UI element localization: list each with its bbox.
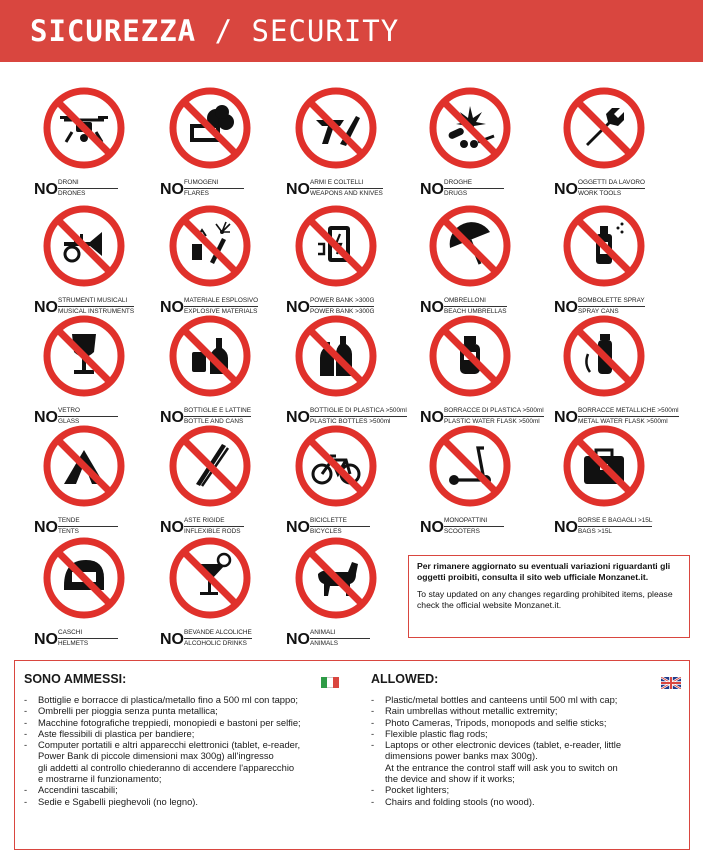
item-label-italian: TENDE: [58, 517, 118, 527]
item-caption: [540, 174, 680, 198]
allowed-item: - Laptops or other electronic devices (tablet, e-reader, little: [371, 739, 671, 750]
no-label: NO: [286, 181, 310, 198]
plastic-bottles-icon: [294, 314, 378, 398]
allowed-item: - Bottiglie e borracce di plastica/metallo fino a 500 ml con tappo;: [24, 694, 354, 705]
item-caption: [272, 624, 412, 648]
allowed-item: - Flexible plastic flag rods;: [371, 728, 671, 739]
item-label-italian: BORRACCE DI PLASTICA >500ml: [444, 407, 544, 417]
item-label-italian: OMBRELLONI: [444, 297, 507, 307]
knife-icon: [294, 86, 378, 170]
item-label-english: ANIMALS: [310, 640, 339, 647]
item-label-italian: VETRO: [58, 407, 118, 417]
allowed-item: - Pocket lighters;: [371, 784, 671, 795]
notice-italian: Per rimanere aggiornato su eventuali variazioni riguardanti gli oggetti proibiti, consulta il sito web ufficiale Monzanet.it.: [417, 561, 671, 582]
item-label-english: HELMETS: [58, 640, 89, 647]
allowed-item: e mostrarne il funzionamento;: [38, 773, 162, 785]
no-label: NO: [554, 299, 578, 316]
notice-english: To stay updated on any changes regarding prohibited items, please check the official website Monzanet.it.: [417, 589, 673, 610]
item-caption: [20, 402, 160, 426]
prohibited-item: [146, 314, 286, 426]
prohibited-item: [146, 424, 286, 536]
item-label-italian: BOMBOLETTE SPRAY: [578, 297, 645, 307]
spray-can-icon: [562, 204, 646, 288]
update-notice: [408, 555, 690, 638]
prohibited-item: [272, 86, 412, 198]
prohibited-item: [20, 314, 160, 426]
trumpet-icon: [42, 204, 126, 288]
item-label-english: SCOOTERS: [444, 528, 480, 535]
flare-icon: [168, 86, 252, 170]
wine-glass-icon: [42, 314, 126, 398]
drone-icon: [42, 86, 126, 170]
item-label-english: EXPLOSIVE MATERIALS: [184, 308, 258, 315]
item-label-english: MUSICAL INSTRUMENTS: [58, 308, 135, 315]
item-label-italian: BEVANDE ALCOLICHE: [184, 629, 252, 639]
no-label: NO: [160, 631, 184, 648]
drugs-icon: [428, 86, 512, 170]
item-label-italian: ANIMALI: [310, 629, 370, 639]
prohibited-item: [540, 314, 680, 426]
item-label-english: BICYCLES: [310, 528, 342, 535]
allowed-item: the device and show if it works;: [385, 773, 515, 785]
page-title: SICUREZZA / SECURITY: [30, 14, 400, 48]
bag-icon: [562, 424, 646, 508]
item-caption: [20, 292, 160, 316]
no-label: NO: [160, 519, 184, 536]
allowed-items-box: [14, 660, 690, 850]
item-label-english: WORK TOOLS: [578, 190, 622, 197]
no-label: NO: [286, 409, 310, 426]
no-label: NO: [286, 299, 310, 316]
no-label: NO: [554, 409, 578, 426]
item-label-italian: BORRACCE METALLICHE >500ml: [578, 407, 679, 417]
item-caption: [406, 402, 546, 426]
item-caption: [146, 512, 286, 536]
no-label: NO: [420, 519, 444, 536]
allowed-item: - Photo Cameras, Tripods, monopods and selfie sticks;: [371, 717, 671, 728]
no-label: NO: [286, 631, 310, 648]
item-label-english: SPRAY CANS: [578, 308, 619, 315]
item-label-english: TENTS: [58, 528, 79, 535]
allowed-item: - Sedie e Sgabelli pieghevoli (no legno).: [24, 796, 354, 807]
item-label-italian: MONOPATTINI: [444, 517, 504, 527]
allowed-italian-title: SONO AMMESSI:: [24, 672, 127, 686]
no-label: NO: [160, 409, 184, 426]
item-label-italian: DROGHE: [444, 179, 504, 189]
item-label-italian: BORSE E BAGAGLI >15L: [578, 517, 652, 527]
item-label-english: PLASTIC WATER FLASK >500ml: [444, 418, 540, 425]
no-label: NO: [34, 519, 58, 536]
item-label-english: BOTTLE AND CANS: [184, 418, 244, 425]
no-label: NO: [554, 519, 578, 536]
no-label: NO: [160, 299, 184, 316]
allowed-item: - Macchine fotografiche treppiedi, monopiedi e bastoni per selfie;: [24, 717, 354, 728]
allowed-english-column: [371, 661, 671, 807]
item-caption: [540, 292, 680, 316]
prohibited-item: [20, 424, 160, 536]
item-label-english: DRUGS: [444, 190, 468, 197]
allowed-item: - Rain umbrellas without metallic extremity;: [371, 705, 671, 716]
no-label: NO: [420, 299, 444, 316]
prohibited-item: [146, 204, 286, 316]
plastic-flask-icon: [428, 314, 512, 398]
cocktail-icon: [168, 536, 252, 620]
item-label-english: DRONES: [58, 190, 86, 197]
bicycle-icon: [294, 424, 378, 508]
item-caption: [146, 402, 286, 426]
item-label-english: ALCOHOLIC DRINKS: [184, 640, 247, 647]
dog-icon: [294, 536, 378, 620]
allowed-item: At the entrance the control staff will ask you to switch on: [385, 761, 618, 773]
no-label: NO: [34, 409, 58, 426]
umbrella-icon: [428, 204, 512, 288]
item-caption: [272, 292, 412, 316]
prohibited-item: [20, 204, 160, 316]
item-caption: [540, 402, 680, 426]
allowed-italian-list: [24, 694, 354, 807]
helmet-icon: [42, 536, 126, 620]
metal-flask-icon: [562, 314, 646, 398]
no-label: NO: [34, 299, 58, 316]
allowed-item: gli addetti al controllo chiederanno di accendere l'apparecchio: [38, 761, 295, 773]
allowed-item: - Computer portatili e altri apparecchi elettronici (tablet, e-reader,: [24, 739, 354, 750]
item-caption: [20, 624, 160, 648]
allowed-item: Power Bank di piccole dimensioni max 300g) all'ingresso: [38, 750, 274, 762]
allowed-english-list: [371, 694, 671, 807]
tent-icon: [42, 424, 126, 508]
uk-flag-icon: [661, 677, 681, 689]
item-label-italian: BICICLETTE: [310, 517, 370, 527]
prohibited-item: [272, 424, 412, 536]
item-label-english: GLASS: [58, 418, 80, 425]
item-caption: [406, 174, 546, 198]
item-label-italian: ASTE RIGIDE: [184, 517, 244, 527]
item-caption: [406, 512, 546, 536]
fireworks-icon: [168, 204, 252, 288]
prohibited-item: [146, 86, 286, 198]
allowed-item: - Accendini tascabili;: [24, 784, 354, 795]
item-caption: [272, 402, 412, 426]
item-label-italian: STRUMENTI MUSICALI: [58, 297, 134, 307]
prohibited-item: [406, 314, 546, 426]
rods-icon: [168, 424, 252, 508]
allowed-item: - Ombrelli per pioggia senza punta metallica;: [24, 705, 354, 716]
item-caption: [540, 512, 680, 536]
no-label: NO: [160, 181, 184, 198]
power-bank-icon: [294, 204, 378, 288]
item-caption: [146, 174, 286, 198]
item-label-english: INFLEXIBLE RODS: [184, 528, 241, 535]
no-label: NO: [34, 631, 58, 648]
item-label-english: METAL WATER FLASK >500ml: [578, 418, 668, 425]
scooter-icon: [428, 424, 512, 508]
prohibited-item: [540, 86, 680, 198]
item-label-english: FLARES: [184, 190, 209, 197]
item-caption: [146, 624, 286, 648]
item-label-italian: FUMOGENI: [184, 179, 244, 189]
item-label-italian: DRONI: [58, 179, 118, 189]
prohibited-item: [272, 536, 412, 648]
prohibited-item: [540, 204, 680, 316]
item-label-english: BEACH UMBRELLAS: [444, 308, 507, 315]
prohibited-item: [406, 424, 546, 536]
item-label-italian: MATERIALE ESPLOSIVO: [184, 297, 258, 307]
item-label-english: BAGS >15L: [578, 528, 612, 535]
allowed-item: dimensions power banks max 300g).: [385, 750, 538, 762]
no-label: NO: [554, 181, 578, 198]
item-caption: [272, 512, 412, 536]
allowed-item: - Aste flessibili di plastica per bandiere;: [24, 728, 354, 739]
item-label-english: POWER BANK >300G: [310, 308, 375, 315]
allowed-italian-column: [24, 661, 354, 807]
prohibited-item: [540, 424, 680, 536]
item-caption: [20, 174, 160, 198]
item-caption: [406, 292, 546, 316]
prohibited-item: [406, 86, 546, 198]
prohibited-item: [272, 204, 412, 316]
item-caption: [272, 174, 412, 198]
item-label-italian: CASCHI: [58, 629, 118, 639]
item-label-italian: ARMI E COLTELLI: [310, 179, 383, 189]
italy-flag-icon: [321, 677, 339, 688]
allowed-item: - Plastic/metal bottles and canteens until 500 ml with cap;: [371, 694, 671, 705]
item-label-english: PLASTIC BOTTLES >500ml: [310, 418, 391, 425]
prohibited-item: [406, 204, 546, 316]
no-label: NO: [420, 409, 444, 426]
allowed-item: - Chairs and folding stools (no wood).: [371, 796, 671, 807]
item-label-italian: BOTTIGLIE DI PLASTICA >500ml: [310, 407, 407, 417]
item-label-english: WEAPONS AND KNIVES: [310, 190, 383, 197]
item-label-italian: OGGETTI DA LAVORO: [578, 179, 645, 189]
item-label-italian: POWER BANK >300G: [310, 297, 374, 307]
prohibited-item: [272, 314, 412, 426]
wrench-icon: [562, 86, 646, 170]
item-caption: [146, 292, 286, 316]
no-label: NO: [420, 181, 444, 198]
allowed-english-title: ALLOWED:: [371, 672, 439, 686]
item-caption: [20, 512, 160, 536]
no-label: NO: [34, 181, 58, 198]
prohibited-item: [20, 536, 160, 648]
no-label: NO: [286, 519, 310, 536]
header-banner: [0, 0, 703, 62]
prohibited-item: [20, 86, 160, 198]
prohibited-item: [146, 536, 286, 648]
item-label-italian: BOTTIGLIE E LATTINE: [184, 407, 251, 417]
bottle-can-icon: [168, 314, 252, 398]
